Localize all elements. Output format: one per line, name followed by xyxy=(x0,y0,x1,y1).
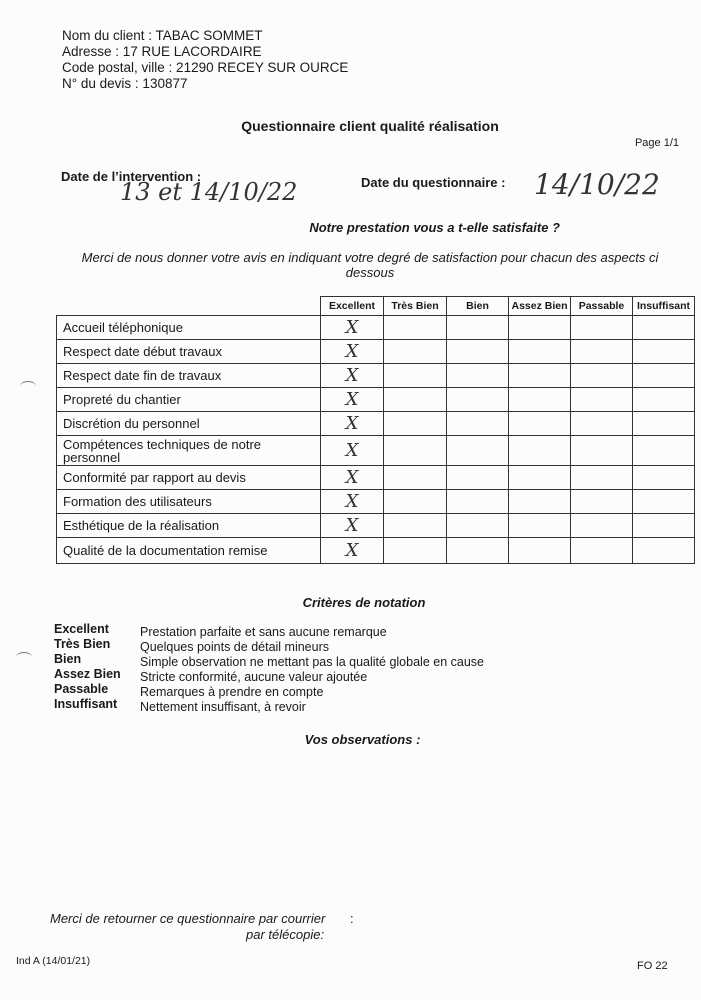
criteria-desc: Simple observation ne mettant pas la qualité globale en cause xyxy=(140,655,484,669)
rating-cell-tres-bien[interactable] xyxy=(384,538,447,564)
rating-cell-excellent[interactable] xyxy=(321,514,384,538)
intervention-date-label: Date de l’intervention : xyxy=(61,169,202,184)
grid-row xyxy=(57,514,695,538)
rating-cell-insuffisant[interactable] xyxy=(633,436,695,466)
rating-cell-bien[interactable] xyxy=(447,316,509,340)
grid-row xyxy=(57,412,695,436)
rating-cell-insuffisant[interactable] xyxy=(633,412,695,436)
rating-cell-assez-bien[interactable] xyxy=(509,466,571,490)
rating-cell-assez-bien[interactable] xyxy=(509,412,571,436)
grid-row xyxy=(57,388,695,412)
check-mark: X xyxy=(345,317,359,338)
return-instruction-fax: par télécopie: xyxy=(246,927,325,942)
rating-cell-insuffisant[interactable] xyxy=(633,466,695,490)
check-mark: X xyxy=(345,491,359,512)
mail-colon: : xyxy=(350,911,354,926)
rating-cell-insuffisant[interactable] xyxy=(633,490,695,514)
rating-cell-bien[interactable] xyxy=(447,436,509,466)
criteria-term: Bien xyxy=(54,652,82,666)
check-mark: X xyxy=(345,515,359,536)
grid-row xyxy=(57,538,695,564)
rating-cell-assez-bien[interactable] xyxy=(509,340,571,364)
satisfaction-question: Notre prestation vous a t-elle satisfaite ? xyxy=(309,220,560,235)
rating-cell-excellent[interactable] xyxy=(321,412,384,436)
rating-cell-bien[interactable] xyxy=(447,364,509,388)
rating-cell-bien[interactable] xyxy=(447,412,509,436)
criteria-desc: Remarques à prendre en compte xyxy=(140,685,324,699)
rating-cell-assez-bien[interactable] xyxy=(509,490,571,514)
row-label: Compétences techniques de notre personnel xyxy=(57,436,321,466)
rating-cell-tres-bien[interactable] xyxy=(384,466,447,490)
row-label: Esthétique de la réalisation xyxy=(57,514,321,538)
client-address: Adresse : 17 RUE LACORDAIRE xyxy=(62,44,262,59)
return-instruction-mail: Merci de retourner ce questionnaire par courrier xyxy=(50,911,326,926)
rating-cell-passable[interactable] xyxy=(571,514,633,538)
col-insuffisant: Insuffisant xyxy=(633,297,695,316)
rating-cell-insuffisant[interactable] xyxy=(633,388,695,412)
grid-row xyxy=(57,436,695,466)
grid-row xyxy=(57,316,695,340)
check-mark: X xyxy=(345,389,359,410)
rating-cell-excellent[interactable] xyxy=(321,316,384,340)
check-mark: X xyxy=(345,413,359,434)
row-label: Respect date début travaux xyxy=(57,340,321,364)
rating-cell-passable[interactable] xyxy=(571,436,633,466)
criteria-desc: Prestation parfaite et sans aucune remarque xyxy=(140,625,387,639)
questionnaire-date-label: Date du questionnaire : xyxy=(361,175,506,190)
row-label: Accueil téléphonique xyxy=(57,316,321,340)
col-excellent: Excellent xyxy=(321,297,384,316)
criteria-title: Critères de notation xyxy=(302,595,426,610)
check-mark: X xyxy=(345,341,359,362)
grid-row xyxy=(57,466,695,490)
rating-cell-tres-bien[interactable] xyxy=(384,490,447,514)
rating-cell-insuffisant[interactable] xyxy=(633,514,695,538)
rating-cell-passable[interactable] xyxy=(571,316,633,340)
rating-cell-bien[interactable] xyxy=(447,514,509,538)
rating-cell-insuffisant[interactable] xyxy=(633,364,695,388)
rating-cell-passable[interactable] xyxy=(571,388,633,412)
rating-cell-excellent[interactable] xyxy=(321,538,384,564)
punch-hole-mark xyxy=(16,652,32,663)
rating-cell-tres-bien[interactable] xyxy=(384,364,447,388)
rating-cell-bien[interactable] xyxy=(447,388,509,412)
row-label: Conformité par rapport au devis xyxy=(57,466,321,490)
rating-cell-passable[interactable] xyxy=(571,340,633,364)
rating-cell-assez-bien[interactable] xyxy=(509,538,571,564)
col-assez-bien: Assez Bien xyxy=(509,297,571,316)
check-mark: X xyxy=(345,365,359,386)
criteria-desc: Stricte conformité, aucune valeur ajoutée xyxy=(140,670,368,684)
form-code: FO 22 xyxy=(637,960,668,972)
rating-cell-tres-bien[interactable] xyxy=(384,436,447,466)
col-passable: Passable xyxy=(571,297,633,316)
rating-cell-passable[interactable] xyxy=(571,364,633,388)
satisfaction-grid xyxy=(56,296,695,564)
revision-index: Ind A (14/01/21) xyxy=(16,955,91,967)
page-number: Page 1/1 xyxy=(634,137,679,149)
rating-cell-passable[interactable] xyxy=(571,490,633,514)
questionnaire-date-value: 14/10/22 xyxy=(534,168,660,201)
quote-number: N° du devis : 130877 xyxy=(62,76,188,91)
intervention-date-value: 13 et 14/10/22 xyxy=(120,178,298,206)
criteria-term: Insuffisant xyxy=(54,697,118,711)
row-label: Qualité de la documentation remise xyxy=(57,538,321,564)
intro-text: Merci de nous donner votre avis en indiquant votre degré de satisfaction pour chacun des aspects ci dessous xyxy=(81,250,659,280)
client-postal: Code postal, ville : 21290 RECEY SUR OURCE xyxy=(62,60,349,75)
grid-row xyxy=(57,340,695,364)
client-name: Nom du client : TABAC SOMMET xyxy=(62,28,263,43)
check-mark: X xyxy=(345,467,359,488)
criteria-term: Assez Bien xyxy=(54,667,121,681)
row-label: Propreté du chantier xyxy=(57,388,321,412)
rating-cell-insuffisant[interactable] xyxy=(633,340,695,364)
document-title: Questionnaire client qualité réalisation xyxy=(241,118,499,134)
rating-cell-passable[interactable] xyxy=(571,538,633,564)
rating-cell-excellent[interactable] xyxy=(321,388,384,412)
criteria-term: Très Bien xyxy=(54,637,111,651)
rating-cell-passable[interactable] xyxy=(571,412,633,436)
rating-cell-insuffisant[interactable] xyxy=(633,316,695,340)
grid-corner xyxy=(57,297,321,316)
rating-cell-assez-bien[interactable] xyxy=(509,316,571,340)
rating-cell-bien[interactable] xyxy=(447,466,509,490)
rating-cell-passable[interactable] xyxy=(571,466,633,490)
rating-cell-assez-bien[interactable] xyxy=(509,364,571,388)
criteria-term: Passable xyxy=(54,682,109,696)
row-label: Respect date fin de travaux xyxy=(57,364,321,388)
col-bien: Bien xyxy=(447,297,509,316)
grid-row xyxy=(57,490,695,514)
rating-cell-excellent[interactable] xyxy=(321,436,384,466)
rating-cell-assez-bien[interactable] xyxy=(509,436,571,466)
rating-cell-tres-bien[interactable] xyxy=(384,316,447,340)
grid-row xyxy=(57,364,695,388)
rating-cell-assez-bien[interactable] xyxy=(509,514,571,538)
rating-cell-tres-bien[interactable] xyxy=(384,412,447,436)
rating-cell-excellent[interactable] xyxy=(321,364,384,388)
criteria-term: Excellent xyxy=(54,622,109,636)
check-mark: X xyxy=(345,440,359,461)
observations-title: Vos observations : xyxy=(304,732,421,747)
grid-header-row xyxy=(57,297,695,316)
rating-cell-bien[interactable] xyxy=(447,340,509,364)
rating-cell-tres-bien[interactable] xyxy=(384,388,447,412)
rating-cell-tres-bien[interactable] xyxy=(384,340,447,364)
rating-cell-excellent[interactable] xyxy=(321,466,384,490)
punch-hole-mark xyxy=(20,381,36,392)
rating-cell-tres-bien[interactable] xyxy=(384,514,447,538)
rating-cell-assez-bien[interactable] xyxy=(509,388,571,412)
criteria-desc: Nettement insuffisant, à revoir xyxy=(140,700,306,714)
rating-cell-excellent[interactable] xyxy=(321,490,384,514)
rating-cell-insuffisant[interactable] xyxy=(633,538,695,564)
rating-cell-excellent[interactable] xyxy=(321,340,384,364)
rating-cell-bien[interactable] xyxy=(447,490,509,514)
rating-cell-bien[interactable] xyxy=(447,538,509,564)
criteria-desc: Quelques points de détail mineurs xyxy=(140,640,330,654)
row-label: Formation des utilisateurs xyxy=(57,490,321,514)
col-tres-bien: Très Bien xyxy=(384,297,447,316)
row-label: Discrétion du personnel xyxy=(57,412,321,436)
check-mark: X xyxy=(345,540,359,561)
